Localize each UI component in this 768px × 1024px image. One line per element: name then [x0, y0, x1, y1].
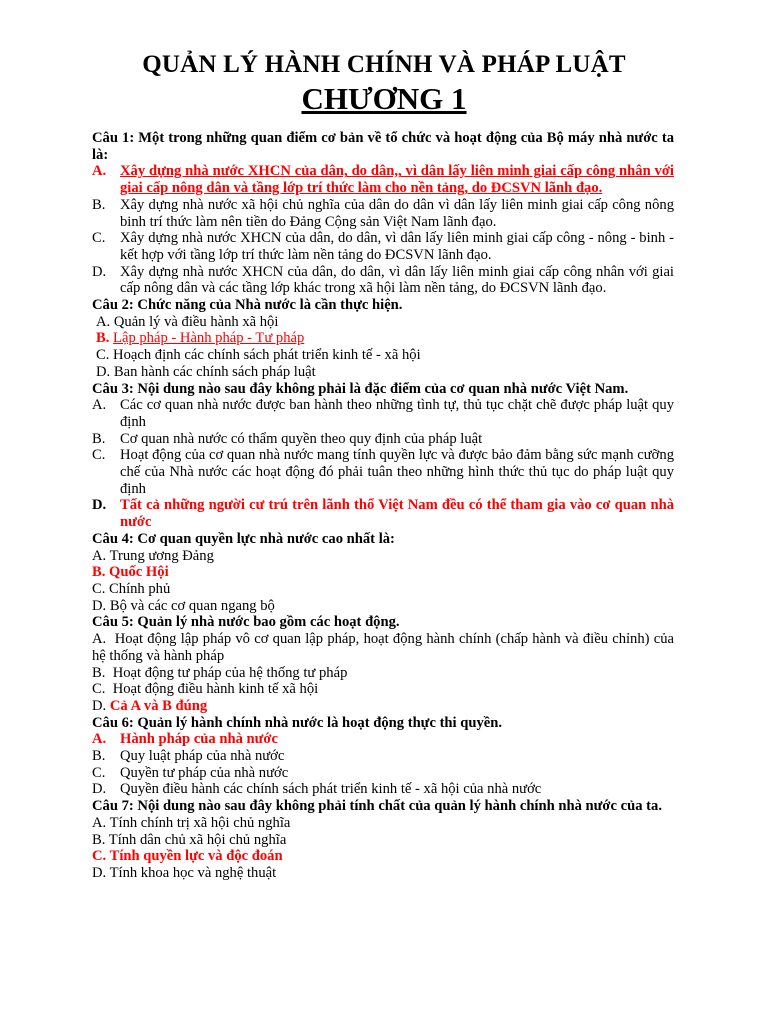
option-label: D.	[96, 363, 111, 380]
question-2-option-b	[92, 330, 674, 347]
option-text: Quốc Hội	[109, 564, 169, 581]
question-1-option-c	[92, 230, 674, 263]
option-label: B.	[92, 748, 106, 765]
option-label: A.	[92, 397, 107, 414]
option-label: C.	[92, 764, 106, 781]
option-label: A.	[92, 731, 107, 748]
question-2-option-c	[92, 347, 674, 364]
option-text: Bộ và các cơ quan ngang bộ	[109, 597, 275, 614]
question-6-option-c	[92, 765, 674, 782]
option-label: B.	[92, 664, 106, 681]
option-text: Xây dựng nhà nước XHCN của dân, do dân,, vì dân lấy liên minh giai cấp công nhân với giai cấp nông dân và tầng lớp trí thức làm cho nền tảng, do ĐCSVN lãnh đạo.	[120, 163, 674, 197]
option-text: Lập pháp - Hành pháp - Tư pháp	[113, 330, 305, 347]
option-text: Hoạt động điều hành kinh tế xã hội	[112, 681, 319, 698]
question-list	[92, 130, 674, 882]
question-6-option-a	[92, 731, 674, 748]
option-label: D.	[92, 781, 107, 798]
option-label: D.	[92, 497, 107, 514]
option-text: Cơ quan nhà nước có thẩm quyền theo quy định của pháp luật	[120, 430, 483, 447]
option-label: C.	[96, 347, 110, 364]
question-1-option-a	[92, 163, 674, 196]
option-text: Tính chính trị xã hội chủ nghĩa	[109, 814, 291, 831]
question-6-option-b	[92, 748, 674, 765]
question-5-option-a	[92, 631, 674, 664]
question-2-option-d	[92, 364, 674, 381]
option-text: Các cơ quan nhà nước được ban hành theo những tình tự, thủ tục chặt chẽ được pháp luật quy định	[120, 397, 674, 430]
option-text: Xây dựng nhà nước xã hội chủ nghĩa của dân do dân vì dân lấy liên minh giai cấp công nông binh trí thức làm nên tiền do Đảng Cộng sản Việt Nam lãnh đạo.	[120, 196, 674, 230]
option-text: Quyền tư pháp của nhà nước	[120, 764, 289, 781]
option-text: Quy luật pháp của nhà nước	[120, 748, 285, 765]
option-text: Tính quyền lực và độc đoán	[109, 848, 283, 865]
option-text: Cả A và B đúng	[109, 697, 208, 714]
question-3-option-a	[92, 397, 674, 430]
option-label: B.	[92, 430, 106, 447]
option-label: A.	[96, 313, 111, 330]
option-label: D.	[92, 697, 107, 714]
question-3-option-d	[92, 497, 674, 530]
question-2: Câu 2: Chức năng của Nhà nước là cần thực hiện.	[92, 297, 403, 314]
option-text: Hoạt động tư pháp của hệ thống tư pháp	[112, 664, 348, 681]
option-text: Xây dựng nhà nước XHCN của dân, do dân, vì dân lấy liên minh giai cấp công nhân với giai cấp nông dân và các tầng lớp khác trong xã hội làm nền tảng, do ĐCSVN lãnh đạo.	[120, 263, 674, 297]
option-label: B.	[92, 831, 106, 848]
option-label: C.	[92, 848, 107, 865]
option-label: D.	[92, 263, 107, 280]
question-4-option-a	[92, 548, 674, 565]
option-label: B.	[92, 196, 106, 213]
question-4-option-d	[92, 598, 674, 615]
question-5-option-d	[92, 698, 674, 715]
question-6: Câu 6: Quản lý hành chính nhà nước là hoạt động thực thi quyền.	[92, 714, 503, 731]
option-label: A.	[92, 631, 107, 648]
option-text: Quyền điều hành các chính sách phát triển kinh tế - xã hội của nhà nước	[120, 781, 542, 798]
option-text: Hoạt động của cơ quan nhà nước mang tính quyền lực và được bảo đảm bằng sức mạnh cưỡng chế của Nhà nước các hoạt động đó phải tuân theo những hình thức thủ tục do pháp luật quy định	[120, 447, 674, 497]
chapter-heading: CHƯƠNG 1	[301, 81, 467, 116]
question-7-option-b	[92, 832, 674, 849]
option-text: Trung ương Đảng	[109, 547, 214, 564]
option-label: C.	[92, 447, 106, 464]
option-label: C.	[92, 681, 106, 698]
option-label: C.	[92, 580, 106, 597]
question-7-option-c	[92, 848, 674, 865]
option-text: Tất cả những người cư trú trên lãnh thổ Việt Nam đều có thể tham gia vào cơ quan nhà nước	[120, 497, 674, 531]
question-3: Câu 3: Nội dung nào sau đây không phải là đặc điểm của cơ quan nhà nước Việt Nam.	[92, 380, 629, 397]
question-1: Câu 1: Một trong những quan điểm cơ bản về tổ chức và hoạt động của Bộ máy nhà nước ta là:	[92, 130, 674, 163]
option-text: Hoạt động lập pháp vô cơ quan lập pháp, hoạt động hành chính (chấp hành và điều chỉnh) của hệ thống và hành pháp	[92, 631, 675, 664]
question-7-option-a	[92, 815, 674, 832]
option-label: D.	[92, 864, 107, 881]
question-1-option-d	[92, 264, 674, 297]
option-label: A.	[92, 163, 107, 180]
question-3-option-c	[92, 447, 674, 497]
option-text: Tính dân chủ xã hội chủ nghĩa	[108, 831, 287, 848]
document-title: QUẢN LÝ HÀNH CHÍNH VÀ PHÁP LUẬT	[142, 51, 626, 78]
question-4-option-c	[92, 581, 674, 598]
option-text: Quản lý và điều hành xã hội	[113, 313, 279, 330]
question-5-option-c	[92, 681, 674, 698]
question-5-option-b	[92, 665, 674, 682]
option-text: Tính khoa học và nghệ thuật	[109, 864, 277, 881]
option-label: B.	[92, 564, 106, 581]
question-4-option-b	[92, 564, 674, 581]
question-7: Câu 7: Nội dung nào sau đây không phải tính chất của quản lý hành chính nhà nước của ta.	[92, 798, 662, 815]
option-text: Ban hành các chính sách pháp luật	[113, 363, 316, 380]
question-2-option-a	[92, 314, 674, 331]
option-label: B.	[96, 330, 110, 347]
question-7-option-d	[92, 865, 674, 882]
option-label: A.	[92, 814, 107, 831]
question-6-option-d	[92, 781, 674, 798]
option-text: Xây dựng nhà nước XHCN của dân, do dân, vì dân lấy liên minh giai cấp công - nông - binh - kết hợp với tầng lớp trí thức làm nền tảng do ĐCSVN lãnh đạo.	[120, 230, 674, 263]
question-3-option-b	[92, 431, 674, 448]
option-text: Chính phủ	[109, 580, 171, 597]
option-label: A.	[92, 547, 107, 564]
question-4: Câu 4: Cơ quan quyền lực nhà nước cao nhất là:	[92, 530, 395, 547]
option-text: Hoạch định các chính sách phát triển kinh tế - xã hội	[113, 347, 421, 364]
option-text: Hành pháp của nhà nước	[120, 731, 278, 748]
option-label: D.	[92, 597, 107, 614]
question-1-option-b	[92, 197, 674, 230]
option-label: C.	[92, 230, 106, 247]
question-5: Câu 5: Quản lý nhà nước bao gồm các hoạt động.	[92, 614, 400, 631]
